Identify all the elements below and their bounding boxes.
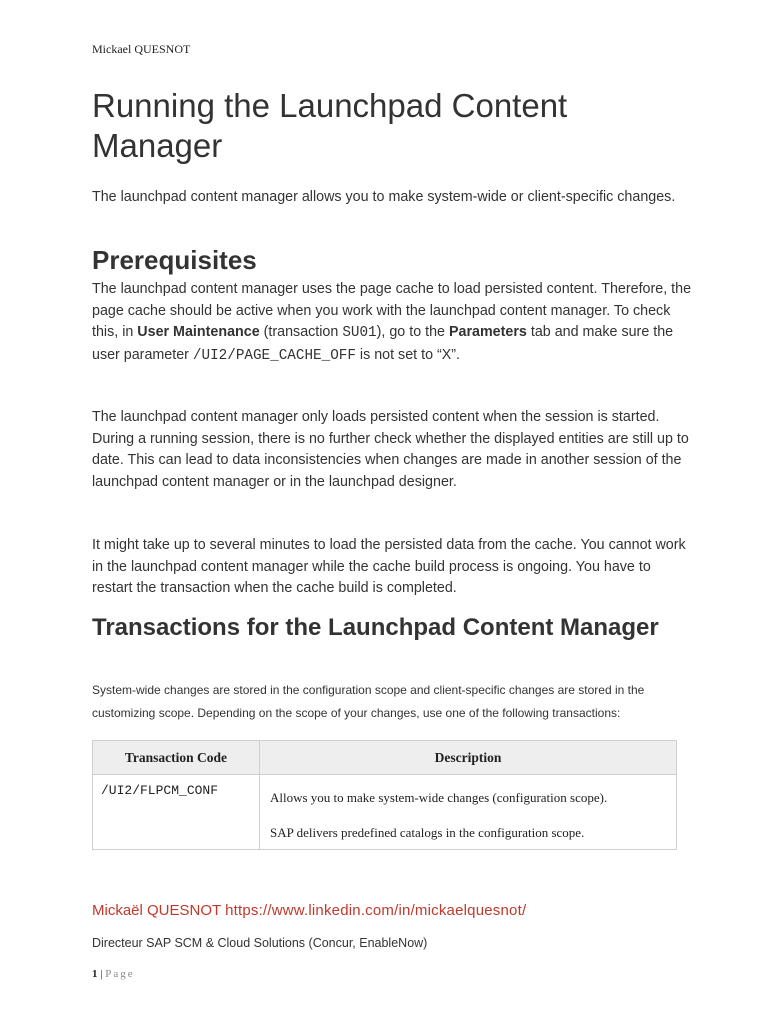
- transactions-table: [92, 740, 677, 850]
- p1-text-4: tab and make sure the user parameter: [92, 324, 674, 363]
- user-maintenance-term: User Maintenance: [137, 324, 260, 341]
- p1-text-3: ), go to the: [376, 324, 449, 341]
- description-cell: [260, 775, 677, 850]
- column-header-description: Description: [260, 741, 677, 775]
- page-title: Running the Launchpad Content Manager: [92, 87, 568, 164]
- prerequisites-paragraph-1: [92, 279, 692, 367]
- prerequisites-heading: Prerequisites: [92, 245, 257, 275]
- page-number: [92, 968, 135, 980]
- description-line-2: SAP delivers predefined catalogs in the configuration scope.: [270, 825, 585, 840]
- prerequisites-paragraph-3: It might take up to several minutes to load the persisted data from the cache. You cannot work in the launchpad content manager while the cache build process is ongoing. You have to restart the transaction when the cache build is completed.: [92, 537, 686, 597]
- prerequisites-paragraph-2: The launchpad content manager only loads persisted content when the session is started. During a running session, there is no further check whether the displayed entities are still up to date. This can lead to data inconsistencies when changes are made in another session of the launchpad content manager or in the launchpad designer.: [92, 409, 689, 490]
- parameters-term: Parameters: [448, 324, 527, 341]
- transactions-intro: System-wide changes are stored in the configuration scope and client-specific changes are stored in the customizing scope. Depending on the scope of your changes, use one of the following transactions:: [92, 683, 645, 720]
- transactions-heading: Transactions for the Launchpad Content Manager: [92, 614, 659, 641]
- footer-name: Mickaël QUESNOT: [92, 902, 221, 919]
- column-header-transaction-code: Transaction Code: [93, 741, 260, 775]
- footer-role: Directeur SAP SCM & Cloud Solutions (Concur, EnableNow): [92, 936, 428, 950]
- p1-text-1: The launchpad content manager uses the page cache to load persisted content. Therefore, the page cache should be active when you work with the launchpad content manager. To check this, in: [92, 281, 692, 341]
- p1-text-5: is not set to “X”.: [355, 346, 461, 363]
- p1-text-2: (transaction: [259, 324, 343, 341]
- user-parameter-code: /UI2/PAGE_CACHE_OFF: [192, 347, 356, 364]
- page-label: Page: [105, 968, 135, 980]
- table-row: [93, 775, 677, 850]
- footer-contact: [92, 902, 526, 919]
- page-separator: |: [97, 968, 106, 980]
- page-number-value: 1: [92, 968, 98, 980]
- transaction-code-su01: SU01: [342, 325, 377, 342]
- description-line-1: Allows you to make system-wide changes (configuration scope).: [270, 790, 608, 805]
- linkedin-link[interactable]: https://www.linkedin.com/in/mickaelquesnot/: [225, 902, 527, 919]
- intro-paragraph: The launchpad content manager allows you to make system-wide or client-specific changes.: [92, 189, 676, 205]
- transaction-code-cell: /UI2/FLPCM_CONF: [93, 775, 260, 850]
- header-author: Mickael QUESNOT: [92, 42, 191, 56]
- table-header-row: [93, 741, 677, 775]
